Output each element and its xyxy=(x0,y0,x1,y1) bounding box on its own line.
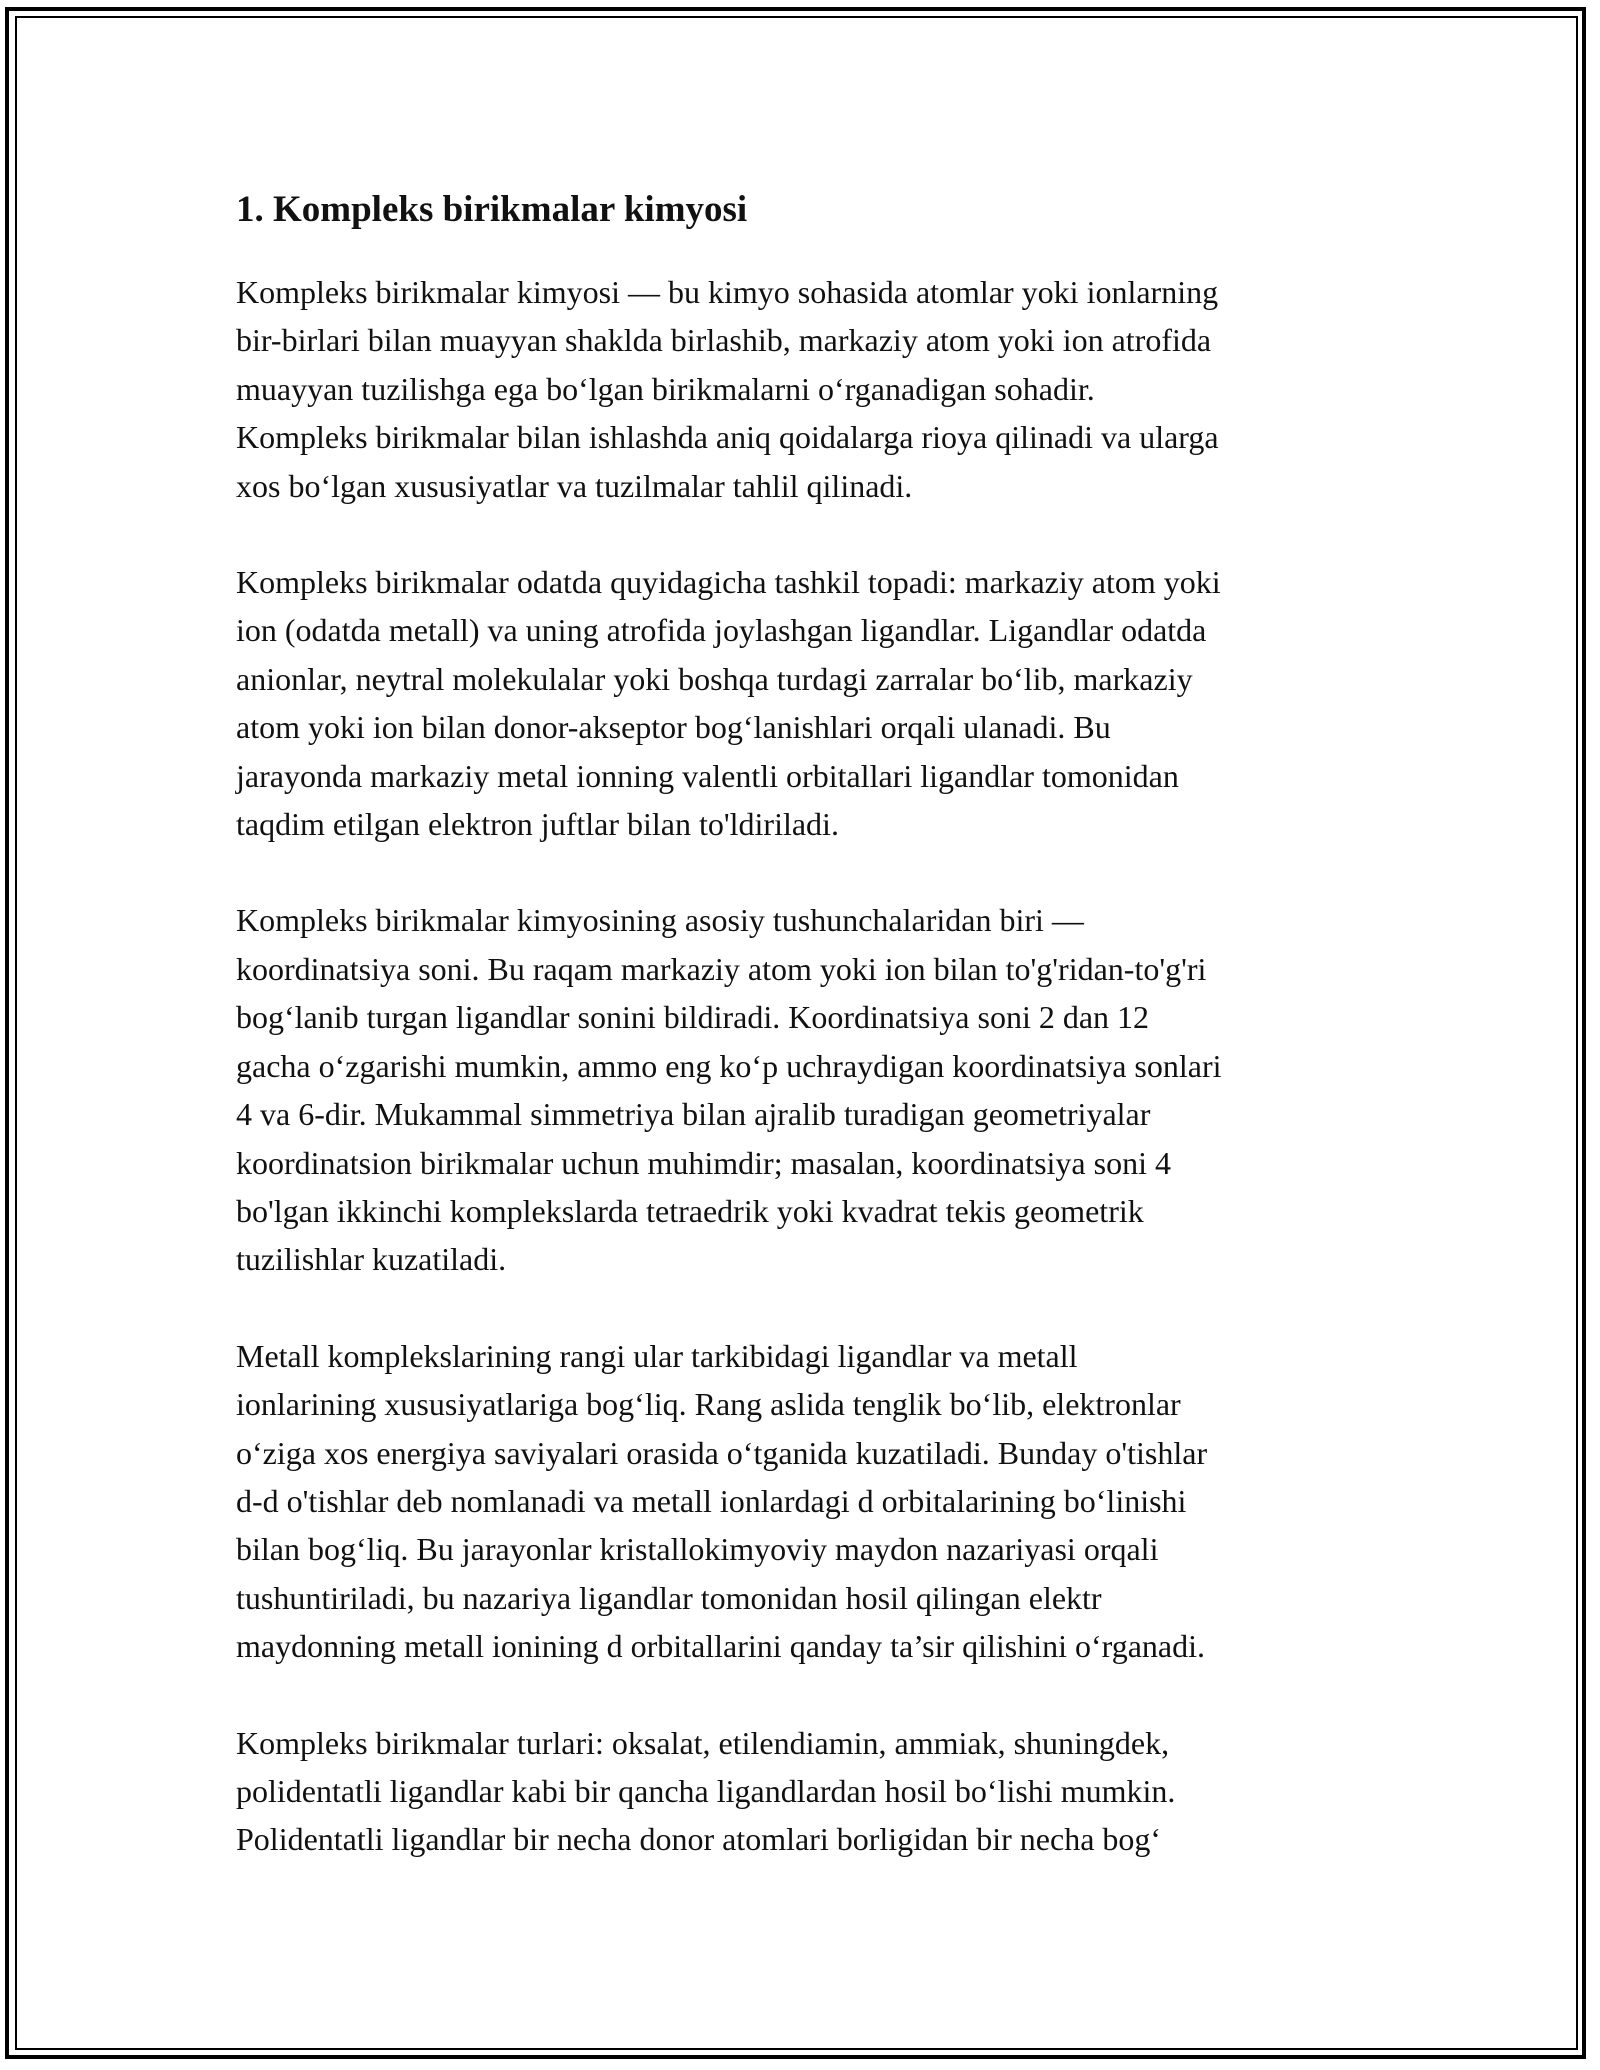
text-line: tuzilishlar kuzatiladi. xyxy=(236,1241,507,1278)
paragraph-types xyxy=(236,1719,1376,1864)
text-line: Kompleks birikmalar kimyosining asosiy tushunchalaridan biri — xyxy=(236,902,1084,939)
text-line: Kompleks birikmalar bilan ishlashda aniq qoidalarga rioya qilinadi va ularga xyxy=(236,419,1219,456)
text-line: d-d o'tishlar deb nomlanadi va metall ionlardagi d orbitalarining bo‘linishi xyxy=(236,1482,1187,1519)
text-line: atom yoki ion bilan donor-akseptor bog‘lanishlari orqali ulanadi. Bu xyxy=(236,709,1111,746)
text-line: o‘ziga xos energiya saviyalari orasida o‘tganida kuzatiladi. Bunday o'tishlar xyxy=(236,1434,1208,1471)
text-line: jarayonda markaziy metal ionning valentli orbitallari ligandlar tomonidan xyxy=(236,757,1179,794)
paragraph-intro xyxy=(236,268,1376,510)
section-heading: 1. Kompleks birikmalar kimyosi xyxy=(236,189,748,230)
text-line: muayyan tuzilishga ega bo‘lgan birikmalarni o‘rganadigan sohadir. xyxy=(236,370,1095,407)
text-line: 4 va 6-dir. Mukammal simmetriya bilan ajralib turadigan geometriyalar xyxy=(236,1096,1151,1133)
text-line: maydonning metall ionining d orbitallarini qanday ta’sir qilishini o‘rganadi. xyxy=(236,1628,1206,1665)
text-line: Metall komplekslarining rangi ular tarkibidagi ligandlar va metall xyxy=(236,1337,1078,1374)
text-line: gacha o‘zgarishi mumkin, ammo eng ko‘p uchraydigan koordinatsiya sonlari xyxy=(236,1047,1222,1084)
paragraph-coordination-number xyxy=(236,896,1376,1283)
text-line: polidentatli ligandlar kabi bir qancha ligandlardan hosil bo‘lishi mumkin. xyxy=(236,1772,1176,1809)
text-line: taqdim etilgan elektron juftlar bilan to'ldiriladi. xyxy=(236,806,839,843)
text-line: xos bo‘lgan xususiyatlar va tuzilmalar tahlil qilinadi. xyxy=(236,467,913,504)
text-line: bir-birlari bilan muayyan shaklda birlashib, markaziy atom yoki ion atrofida xyxy=(236,322,1212,359)
text-line: bo'lgan ikkinchi komplekslarda tetraedrik yoki kvadrat tekis geometrik xyxy=(236,1192,1144,1229)
document-body xyxy=(236,186,1376,1912)
text-line: tushuntiriladi, bu nazariya ligandlar tomonidan hosil qilingan elektr xyxy=(236,1579,1102,1616)
text-line: ionlarining xususiyatlariga bog‘liq. Rang aslida tenglik bo‘lib, elektronlar xyxy=(236,1386,1181,1423)
text-line: Kompleks birikmalar turlari: oksalat, etilendiamin, ammiak, shuningdek, xyxy=(236,1724,1170,1761)
paragraph-color xyxy=(236,1332,1376,1671)
text-line: Polidentatli ligandlar bir necha donor atomlari borligidan bir necha bog‘ xyxy=(236,1821,1162,1858)
text-line: bilan bog‘liq. Bu jarayonlar kristallokimyoviy maydon nazariyasi orqali xyxy=(236,1531,1159,1568)
text-line: Kompleks birikmalar kimyosi — bu kimyo sohasida atomlar yoki ionlarning xyxy=(236,274,1219,310)
text-line: Kompleks birikmalar odatda quyidagicha tashkil topadi: markaziy atom yoki xyxy=(236,564,1221,601)
text-line: koordinatsion birikmalar uchun muhimdir; masalan, koordinatsiya soni 4 xyxy=(236,1144,1171,1181)
text-line: bog‘lanib turgan ligandlar sonini bildiradi. Koordinatsiya soni 2 dan 12 xyxy=(236,999,1150,1036)
text-line: anionlar, neytral molekulalar yoki boshqa turdagi zarralar bo‘lib, markaziy xyxy=(236,660,1193,697)
text-line: koordinatsiya soni. Bu raqam markaziy atom yoki ion bilan to'g'ridan-to'g'ri xyxy=(236,950,1207,987)
text-line: ion (odatda metall) va uning atrofida joylashgan ligandlar. Ligandlar odatda xyxy=(236,612,1207,649)
paragraph-structure xyxy=(236,558,1376,848)
